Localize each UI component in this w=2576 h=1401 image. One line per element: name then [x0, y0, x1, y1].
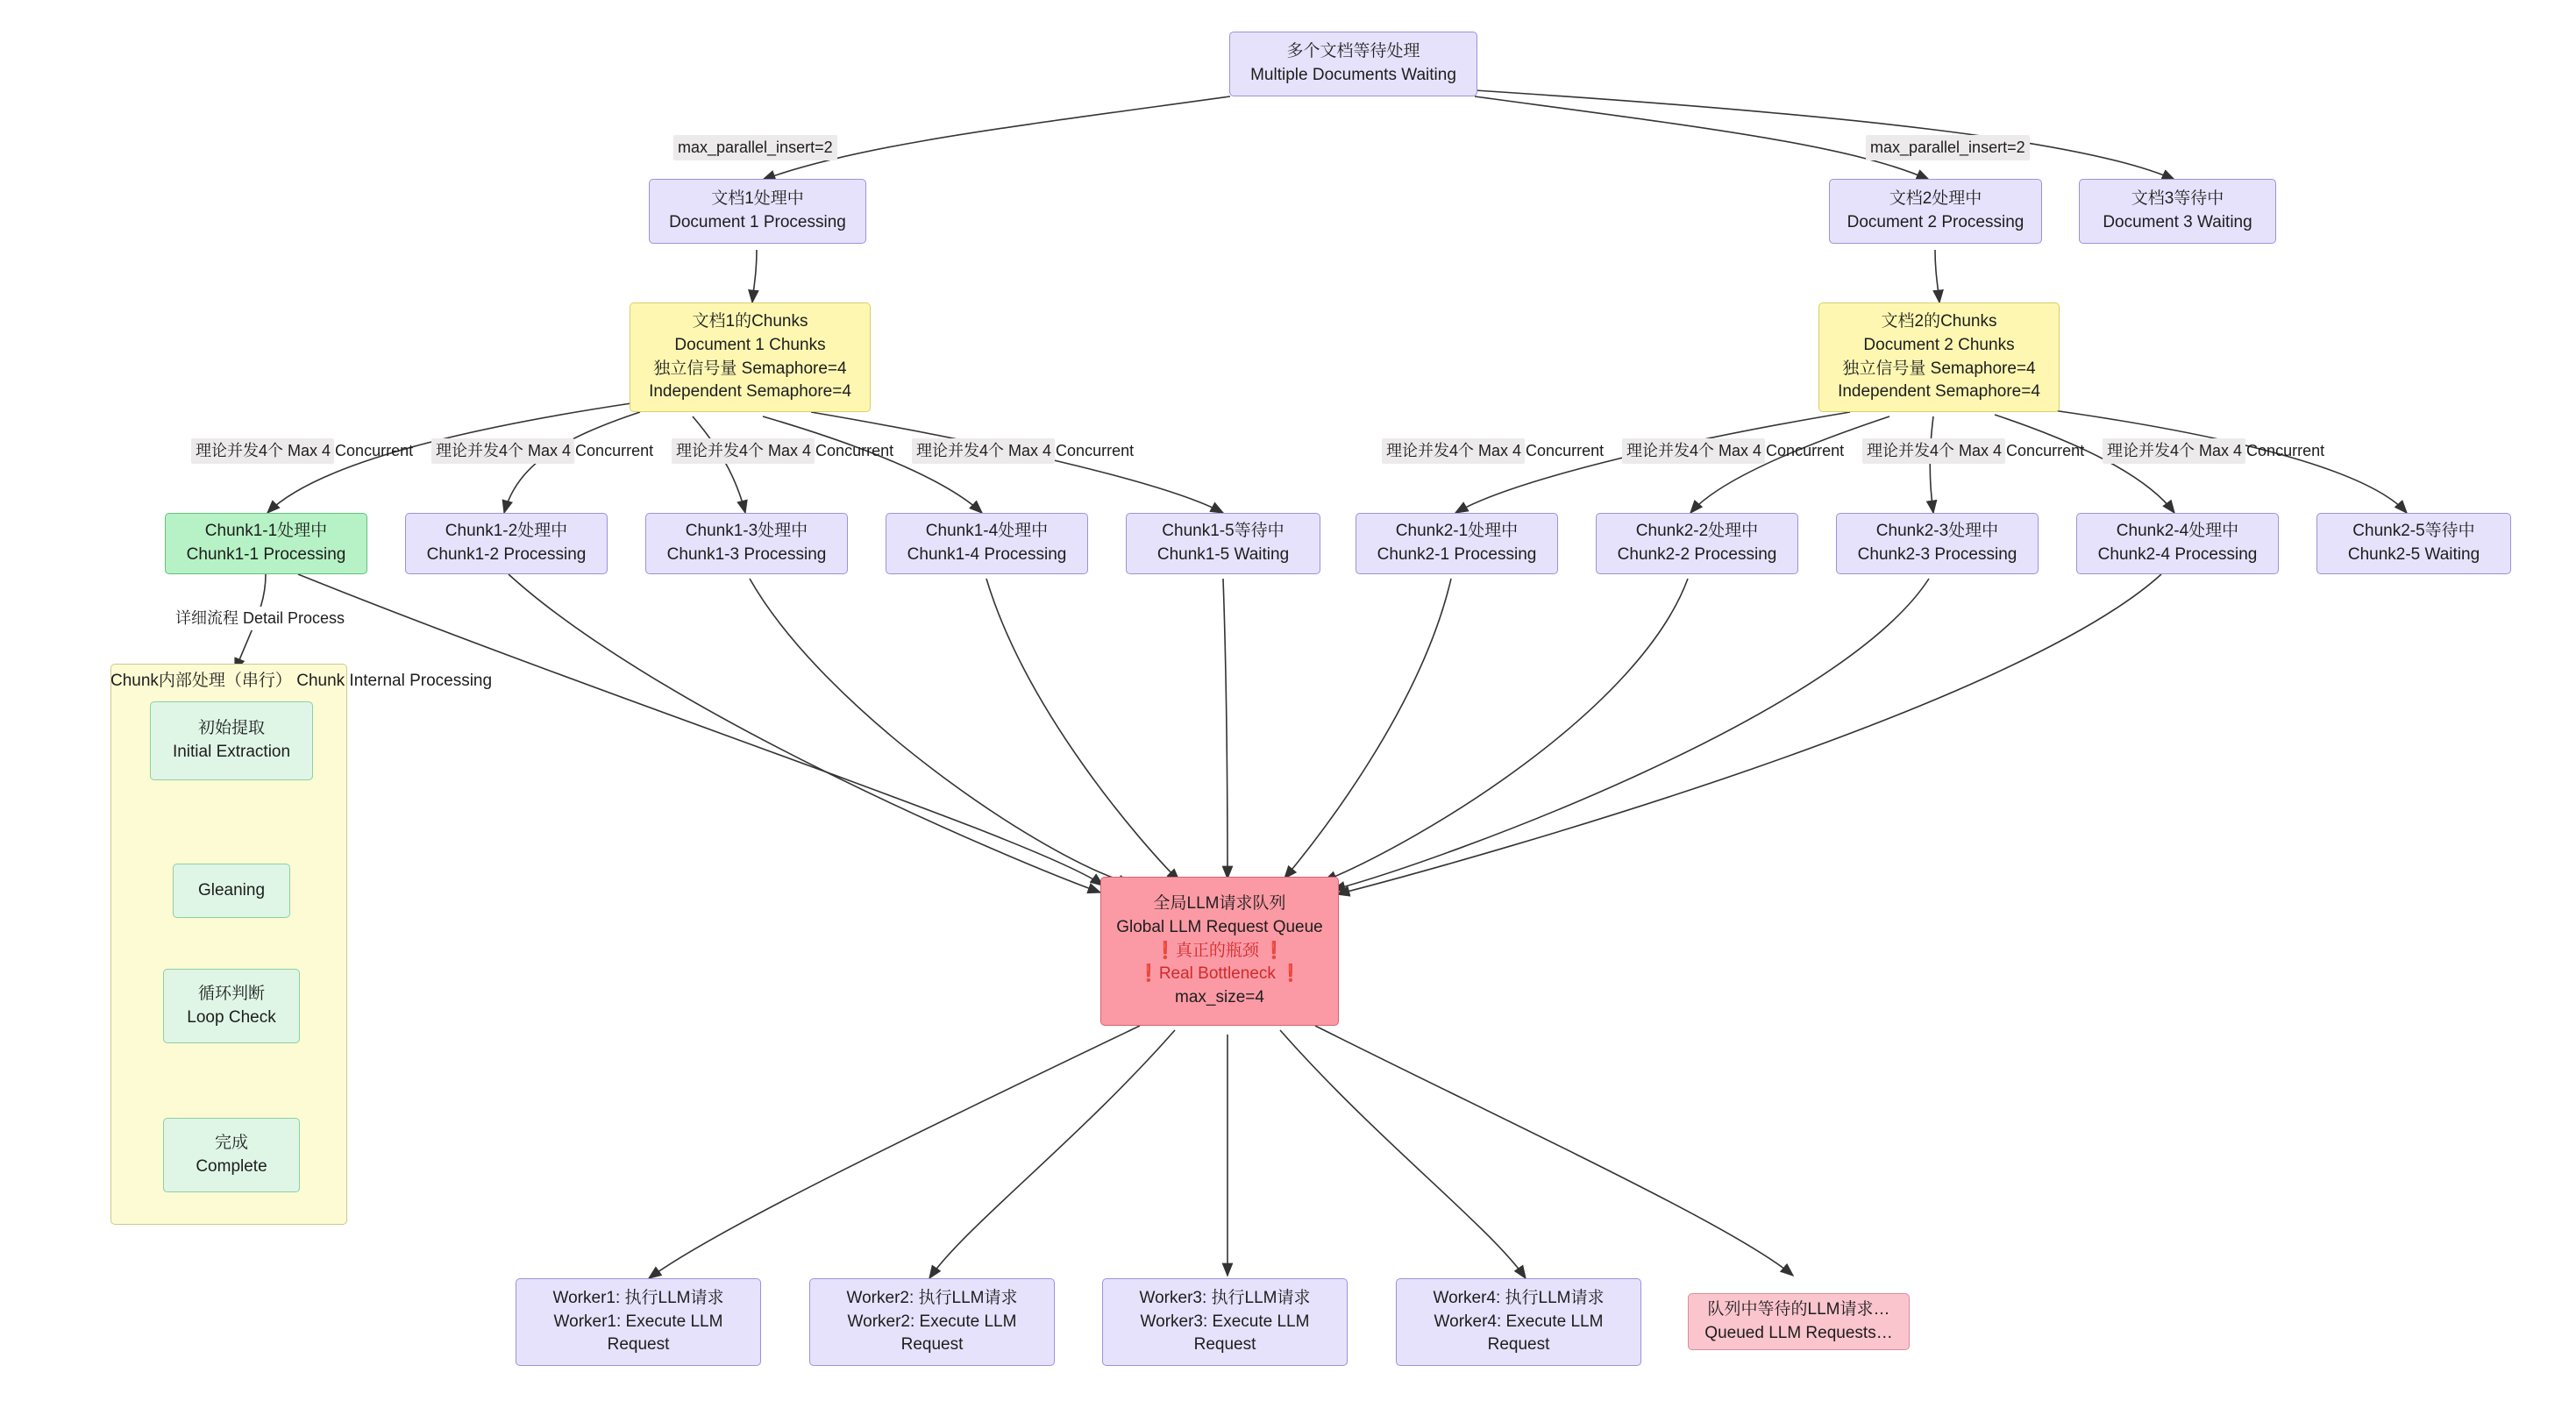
node-line: Chunk2-4 Processing	[2097, 545, 2258, 564]
node-line: Chunk2-1 Processing	[1377, 545, 1537, 564]
node-line: 循环判断	[197, 984, 265, 1003]
edge-label-line: 理论并发4个	[676, 442, 765, 459]
node-line: Chunk1-2 Processing	[426, 545, 587, 564]
node-line: Document 3 Waiting	[2103, 213, 2252, 231]
edge-label-line: 理论并发4个	[196, 442, 284, 459]
node-worker3[interactable]	[1102, 1278, 1348, 1366]
node-loop-check[interactable]	[163, 969, 300, 1043]
node-line: Worker3: Execute LLM	[1140, 1312, 1310, 1331]
node-line: Chunk2-3 Processing	[1857, 545, 2017, 564]
node-chunk2-1-processing[interactable]	[1356, 513, 1558, 574]
node-line: 独立信号量 Semaphore=4	[1842, 359, 2036, 378]
node-line: 文档2的Chunks	[1881, 311, 1997, 331]
node-chunk1-4-processing[interactable]	[886, 513, 1088, 574]
node-line: 初始提取	[197, 719, 265, 738]
node-line: Chunk1-3处理中	[685, 522, 808, 541]
edge-label-line: Max 4 Concurrent	[288, 442, 414, 459]
node-line-bottleneck-cn: ❗真正的瓶颈 ❗	[1155, 941, 1284, 960]
node-global-llm-request-queue[interactable]	[1100, 877, 1339, 1026]
node-line: Request	[1193, 1335, 1256, 1355]
node-line: 文档1处理中	[711, 189, 804, 209]
subgraph-title-line: Chunk Internal Processing	[296, 672, 493, 690]
edge-label-max-4-concurrent-c	[672, 438, 894, 464]
node-line: Worker4: Execute LLM	[1434, 1312, 1604, 1331]
node-line: 独立信号量 Semaphore=4	[653, 359, 847, 378]
node-line: Multiple Documents Waiting	[1250, 66, 1456, 84]
node-line-max-size: max_size=4	[1175, 988, 1264, 1007]
node-document-1-chunks[interactable]	[630, 302, 871, 412]
edge-label-max-4-concurrent-f	[1622, 438, 1845, 464]
node-line-bottleneck-en: ❗Real Bottleneck ❗	[1138, 964, 1301, 984]
node-initial-extraction[interactable]	[150, 701, 313, 780]
node-chunk1-5-waiting[interactable]	[1126, 513, 1320, 574]
node-chunk1-2-processing[interactable]	[405, 513, 608, 574]
node-chunk2-3-processing[interactable]	[1836, 513, 2039, 574]
node-chunk1-1-processing[interactable]	[165, 513, 367, 574]
node-line: Chunk1-5 Waiting	[1156, 545, 1290, 564]
node-line: Document 1 Chunks	[674, 335, 826, 354]
edge-label-max-parallel-insert-right: max_parallel_insert=2	[1866, 135, 2030, 160]
edge-label-line: Max 4 Concurrent	[1959, 442, 2085, 459]
node-line: Chunk2-3处理中	[1875, 522, 1999, 541]
edge-label-max-4-concurrent-d	[912, 438, 1135, 464]
edge-label-max-parallel-insert-left: max_parallel_insert=2	[673, 135, 837, 160]
node-line: Worker1: 执行LLM请求	[552, 1288, 724, 1307]
node-chunk2-4-processing[interactable]	[2076, 513, 2279, 574]
node-line: Document 2 Processing	[1847, 213, 2025, 231]
node-line: 完成	[214, 1133, 248, 1152]
node-document-2-processing[interactable]	[1829, 179, 2042, 244]
edge-label-line: Max 4 Concurrent	[768, 442, 894, 459]
node-line: Chunk2-1处理中	[1395, 522, 1519, 541]
edge-label-line: 理论并发4个	[1386, 442, 1475, 459]
node-line: Chunk2-5 Waiting	[2347, 545, 2480, 564]
node-line: Request	[900, 1335, 964, 1355]
node-line: Chunk1-4 Processing	[907, 545, 1067, 564]
node-chunk2-5-waiting[interactable]	[2316, 513, 2511, 574]
edge-label-line: 理论并发4个	[2107, 442, 2195, 459]
edge-label-line: 理论并发4个	[436, 442, 524, 459]
node-line: Chunk1-5等待中	[1162, 522, 1284, 541]
node-document-2-chunks[interactable]	[1818, 302, 2060, 412]
node-worker1[interactable]	[516, 1278, 761, 1366]
node-line: Chunk2-5等待中	[2352, 522, 2475, 541]
node-line: Chunk2-4处理中	[2116, 522, 2239, 541]
node-queued-llm-requests[interactable]	[1688, 1293, 1910, 1350]
node-worker4[interactable]	[1396, 1278, 1641, 1366]
edge-label-line: 理论并发4个	[916, 442, 1005, 459]
node-line: 文档3等待中	[2131, 189, 2224, 209]
node-line: Chunk1-2处理中	[445, 522, 568, 541]
edge-label-line: 理论并发4个	[1626, 442, 1715, 459]
node-complete[interactable]	[163, 1118, 300, 1192]
node-line: Initial Extraction	[172, 743, 291, 761]
node-line: Worker2: 执行LLM请求	[846, 1288, 1018, 1307]
edge-label-line: Max 4 Concurrent	[1008, 442, 1135, 459]
node-line: Chunk2-2处理中	[1635, 522, 1759, 541]
edge-label-max-4-concurrent-e	[1382, 438, 1605, 464]
node-line: Chunk1-1 Processing	[186, 545, 346, 564]
node-line: Independent Semaphore=4	[649, 382, 851, 402]
node-line: Chunk2-2 Processing	[1617, 545, 1777, 564]
edge-label-line: Max 4 Concurrent	[528, 442, 654, 459]
node-line: Request	[1487, 1335, 1550, 1355]
edge-label-max-4-concurrent-b	[431, 438, 654, 464]
node-line: 多个文档等待处理	[1286, 42, 1420, 61]
node-line: Loop Check	[187, 1007, 276, 1027]
edge-label-line: Detail Process	[243, 609, 345, 627]
node-line: Queued LLM Requests…	[1704, 1323, 1893, 1342]
edge-label-line: 详细流程	[175, 609, 238, 627]
node-line: Global LLM Request Queue	[1116, 917, 1323, 936]
node-line: Document 2 Chunks	[1863, 335, 2015, 354]
node-document-3-waiting[interactable]	[2079, 179, 2276, 244]
node-line: Chunk1-4处理中	[925, 522, 1049, 541]
node-line: Independent Semaphore=4	[1838, 382, 2040, 402]
node-document-1-processing[interactable]	[649, 179, 866, 244]
edge-label-max-4-concurrent-a	[191, 438, 414, 464]
node-multiple-documents-waiting[interactable]	[1229, 32, 1477, 96]
node-line: Request	[607, 1335, 670, 1355]
node-gleaning[interactable]	[173, 864, 290, 918]
node-line: Worker3: 执行LLM请求	[1139, 1288, 1311, 1307]
node-line: Complete	[196, 1156, 267, 1176]
node-line: Worker4: 执行LLM请求	[1433, 1288, 1605, 1307]
subgraph-title-line: Chunk内部处理（串行）	[110, 672, 292, 690]
node-line: 文档1的Chunks	[692, 311, 808, 331]
edge-label-max-4-concurrent-h	[2103, 438, 2325, 464]
edge-label-line: Max 4 Concurrent	[1478, 442, 1605, 459]
edge-label-detail-process	[172, 607, 345, 630]
node-worker2[interactable]	[809, 1278, 1055, 1366]
node-line: Worker1: Execute LLM	[553, 1312, 723, 1331]
node-line: 队列中等待的LLM请求…	[1707, 1299, 1890, 1319]
node-line: 文档2处理中	[1889, 189, 1982, 209]
subgraph-title	[110, 670, 493, 693]
edge-label-line: Max 4 Concurrent	[2199, 442, 2325, 459]
node-line: Chunk1-1处理中	[204, 522, 328, 541]
node-chunk2-2-processing[interactable]	[1596, 513, 1798, 574]
edge-label-line: Max 4 Concurrent	[1719, 442, 1845, 459]
node-line: Chunk1-3 Processing	[666, 545, 827, 564]
node-line: 全局LLM请求队列	[1153, 893, 1286, 913]
node-line: Document 1 Processing	[669, 213, 846, 231]
node-chunk1-3-processing[interactable]	[645, 513, 848, 574]
edge-label-max-4-concurrent-g	[1862, 438, 2085, 464]
edge-label-line: 理论并发4个	[1867, 442, 1955, 459]
node-line: Worker2: Execute LLM	[847, 1312, 1017, 1331]
node-line: Gleaning	[197, 880, 266, 900]
